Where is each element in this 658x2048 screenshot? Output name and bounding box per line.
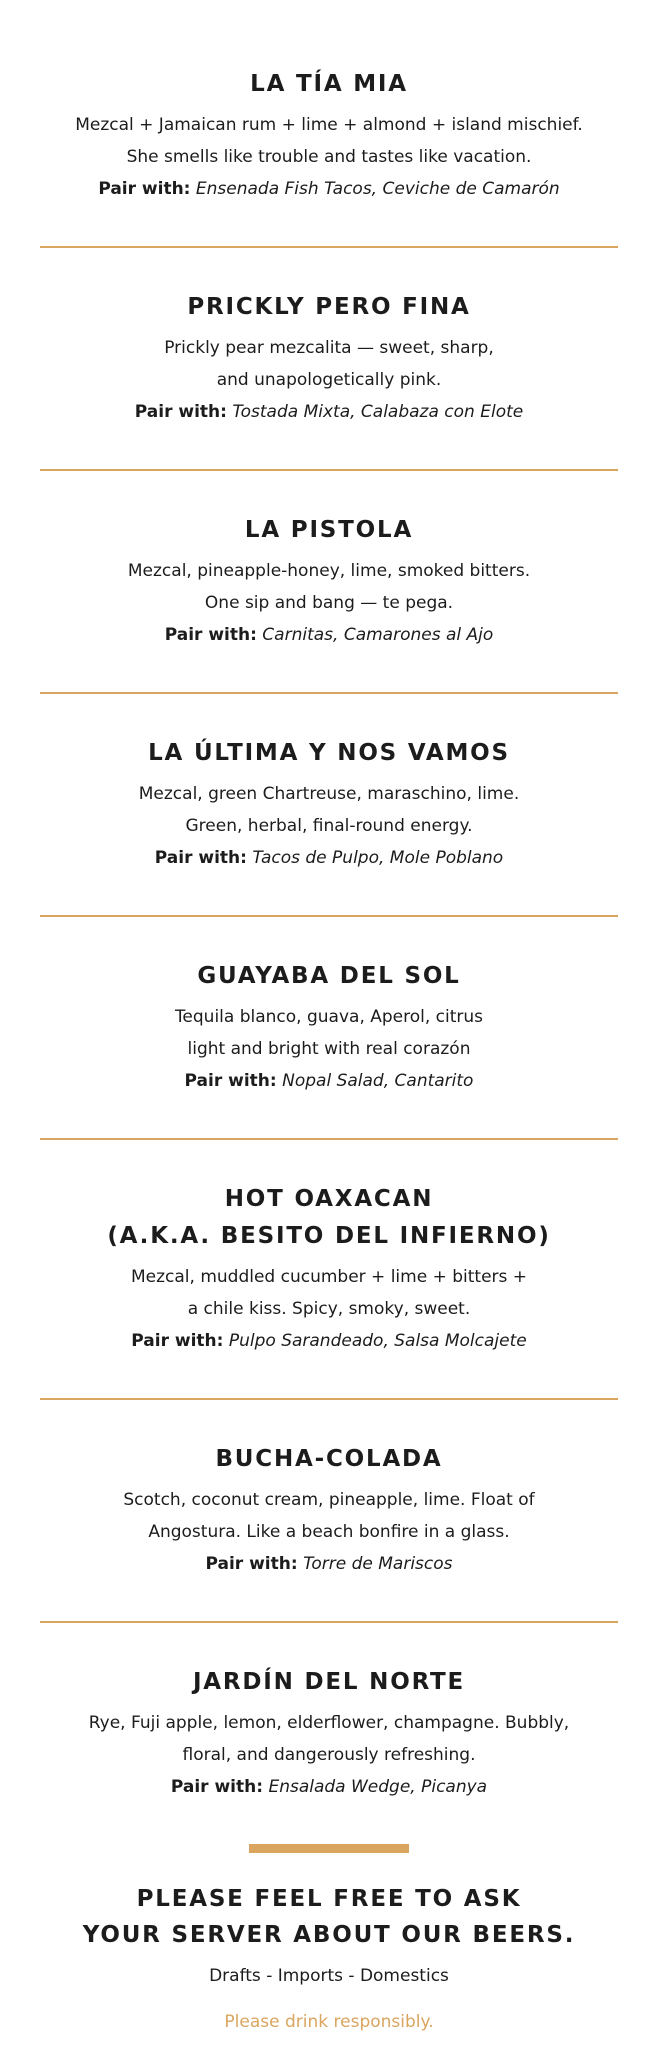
description-line: Mezcal, muddled cucumber + lime + bitters +: [130, 1267, 528, 1287]
menu-item-prickly-pero-fina: [40, 248, 618, 471]
pairing: [40, 1548, 618, 1580]
item-description: [40, 778, 618, 842]
pair-label: Pair with:: [170, 1777, 264, 1797]
description-line: floral, and dangerously refreshing.: [182, 1745, 476, 1765]
description-line: light and bright with real corazón: [187, 1039, 471, 1059]
item-name: BUCHA-COLADA: [215, 1446, 443, 1472]
item-name: JARDÍN DEL NORTE: [192, 1669, 466, 1695]
description-line: Angostura. Like a beach bonfire in a glass.: [148, 1522, 510, 1542]
responsible-drinking-note: Please drink responsibly.: [224, 2012, 434, 2032]
pairing: [40, 1325, 618, 1357]
item-name: LA TÍA MIA: [250, 71, 408, 97]
item-name: LA PISTOLA: [244, 517, 414, 543]
item-name: [40, 1181, 618, 1255]
description-line: Mezcal, green Chartreuse, maraschino, lime.: [138, 784, 520, 804]
menu-item-jardin-del-norte: [40, 1623, 618, 1844]
pairing: [40, 396, 618, 428]
description-line: Prickly pear mezcalita — sweet, sharp,: [164, 338, 494, 358]
pair-foods: Ensenada Fish Tacos, Ceviche de Camarón: [195, 179, 560, 199]
pair-label: Pair with:: [205, 1554, 298, 1574]
item-description: [40, 1707, 618, 1771]
item-name: GUAYABA DEL SOL: [197, 963, 461, 989]
item-name: PRICKLY PERO FINA: [187, 294, 471, 320]
pair-foods: Ensalada Wedge, Picanya: [268, 1777, 488, 1797]
description-line: She smells like trouble and tastes like vacation.: [126, 147, 532, 167]
heading-line: PLEASE FEEL FREE TO ASK: [136, 1886, 522, 1912]
description-line: Mezcal + Jamaican rum + lime + almond + island mischief.: [75, 115, 583, 135]
pairing: [40, 842, 618, 874]
pair-label: Pair with:: [154, 848, 247, 868]
item-description: [40, 1261, 618, 1325]
pair-label: Pair with:: [184, 1071, 277, 1091]
description-line: Rye, Fuji apple, lemon, elderflower, champagne. Bubbly,: [88, 1713, 570, 1733]
pair-label: Pair with:: [131, 1331, 224, 1351]
menu-item-la-pistola: [40, 471, 618, 694]
description-line: Green, herbal, final-round energy.: [185, 816, 473, 836]
menu-item-bucha-colada: [40, 1400, 618, 1623]
pair-label: Pair with:: [98, 179, 191, 199]
item-description: [40, 332, 618, 396]
description-line: One sip and bang — te pega.: [204, 593, 454, 613]
pair-foods: Torre de Mariscos: [303, 1554, 453, 1574]
menu-item-la-ultima-y-nos-vamos: [40, 694, 618, 917]
menu-item-la-tia-mia: [40, 66, 618, 248]
description-line: Tequila blanco, guava, Aperol, citrus: [174, 1007, 484, 1027]
description-line: and unapologetically pink.: [216, 370, 442, 390]
footer: [40, 1853, 618, 2037]
description-line: a chile kiss. Spicy, smoky, sweet.: [187, 1299, 471, 1319]
pair-foods: Tostada Mixta, Calabaza con Elote: [232, 402, 524, 422]
heading-line: YOUR SERVER ABOUT OUR BEERS.: [82, 1922, 576, 1948]
pairing: [40, 173, 618, 205]
pair-foods: Carnitas, Camarones al Ajo: [262, 625, 494, 645]
item-description: [40, 1001, 618, 1065]
beer-types: Drafts - Imports - Domestics: [209, 1966, 449, 1986]
description-line: Scotch, coconut cream, pineapple, lime. Float of: [123, 1490, 535, 1510]
pair-foods: Nopal Salad, Cantarito: [282, 1071, 474, 1091]
description-line: Mezcal, pineapple-honey, lime, smoked bitters.: [127, 561, 531, 581]
accent-bar-divider: [249, 1844, 409, 1853]
beer-notice-heading: [40, 1881, 618, 1953]
menu-item-guayaba-del-sol: [40, 917, 618, 1140]
pairing: [40, 619, 618, 651]
menu-item-hot-oaxacan: [40, 1140, 618, 1400]
pairing: [40, 1771, 618, 1803]
pair-label: Pair with:: [134, 402, 227, 422]
item-name: LA ÚLTIMA Y NOS VAMOS: [148, 740, 510, 766]
item-description: [40, 555, 618, 619]
item-description: [40, 1484, 618, 1548]
item-name-line: HOT OAXACAN: [224, 1186, 434, 1212]
pair-label: Pair with:: [164, 625, 257, 645]
pair-foods: Tacos de Pulpo, Mole Poblano: [252, 848, 504, 868]
item-name-line: (A.K.A. BESITO DEL INFIERNO): [107, 1223, 551, 1249]
pair-foods: Pulpo Sarandeado, Salsa Molcajete: [228, 1331, 527, 1351]
pairing: [40, 1065, 618, 1097]
item-description: [40, 109, 618, 173]
